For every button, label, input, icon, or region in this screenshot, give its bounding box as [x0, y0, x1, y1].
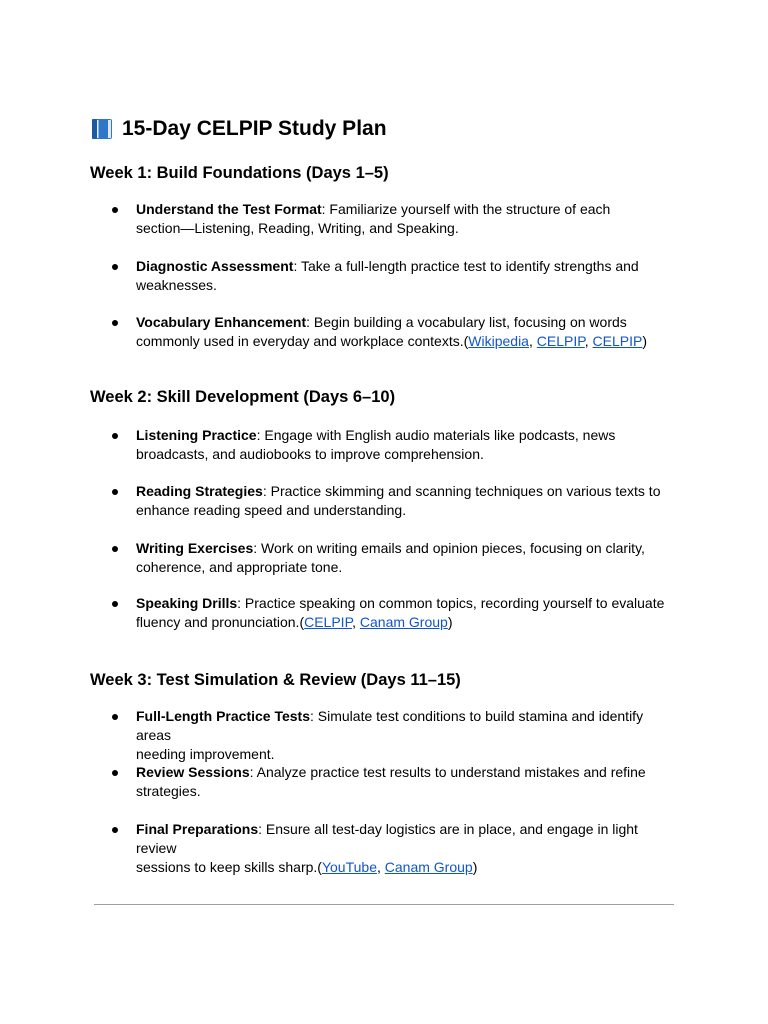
item-text: : Engage with English audio materials like podcasts, news	[256, 427, 616, 443]
item-text: : Practice skimming and scanning techniques on various texts to	[262, 483, 661, 499]
item-text: coherence, and appropriate tone.	[136, 559, 343, 575]
page-title	[90, 115, 387, 143]
item-text: : Work on writing emails and opinion pieces, focusing on clarity,	[253, 540, 645, 556]
item-text: : Ensure all test-day logistics are in place, and engage in light review	[136, 821, 638, 856]
horizontal-divider	[94, 904, 674, 905]
bullet-icon	[112, 714, 118, 720]
week-heading: Week 2: Skill Development (Days 6–10)	[90, 388, 396, 406]
item-text: section—Listening, Reading, Writing, and Speaking.	[136, 220, 459, 236]
week-heading: Week 1: Build Foundations (Days 1–5)	[90, 164, 389, 182]
item-term: Reading Strategies	[136, 483, 263, 499]
source-link[interactable]: CELPIP	[536, 333, 585, 349]
item-text: commonly used in everyday and workplace contexts.(	[136, 333, 469, 349]
list-item	[136, 539, 681, 577]
source-link[interactable]: YouTube	[321, 859, 377, 875]
week-heading: Week 3: Test Simulation & Review (Days 11–15)	[90, 671, 461, 689]
item-text: : Begin building a vocabulary list, focusing on words	[306, 314, 627, 330]
source-link[interactable]: Canam Group	[359, 614, 448, 630]
source-link[interactable]: CELPIP	[592, 333, 643, 349]
bullet-icon	[112, 433, 118, 439]
item-text: : Simulate test conditions to build stamina and identify areas	[136, 708, 644, 743]
source-link[interactable]: Wikipedia	[468, 333, 529, 349]
item-text: : Take a full-length practice test to identify strengths and	[293, 258, 639, 274]
item-term: Full-Length Practice Tests	[136, 708, 310, 724]
item-term: Understand the Test Format	[136, 201, 322, 217]
list-item	[136, 763, 681, 801]
list-item	[136, 707, 681, 764]
item-term: Vocabulary Enhancement	[136, 314, 307, 330]
list-item	[136, 257, 681, 295]
item-text: sessions to keep skills sharp.(	[136, 859, 322, 875]
bullet-icon	[112, 264, 118, 270]
item-term: Speaking Drills	[136, 595, 238, 611]
list-item: Vocabulary Enhancement: Begin building a vocabulary list, focusing on words commonly used in everyday and workplace contexts.(Wikipedia, CELPIP, CELPIP)	[136, 314, 648, 349]
item-text: broadcasts, and audiobooks to improve comprehension.	[136, 446, 484, 462]
item-text: needing improvement.	[136, 746, 275, 762]
bullet-icon	[112, 827, 118, 833]
page-title-text: 15-Day CELPIP Study Plan	[122, 117, 387, 140]
item-term: Listening Practice	[136, 427, 257, 443]
list-item	[136, 200, 681, 238]
item-term: Diagnostic Assessment	[136, 258, 294, 274]
item-text: weaknesses.	[136, 277, 217, 293]
item-term: Writing Exercises	[136, 540, 254, 556]
source-link[interactable]: CELPIP	[304, 614, 353, 630]
item-term: Review Sessions	[136, 764, 250, 780]
item-text: : Familiarize yourself with the structure of each	[321, 201, 611, 217]
bullet-icon	[112, 207, 118, 213]
bullet-icon	[112, 770, 118, 776]
item-term: Final Preparations	[136, 821, 259, 837]
list-item	[136, 426, 681, 464]
item-text: fluency and pronunciation.(	[136, 614, 305, 630]
list-item: Final Preparations: Ensure all test-day logistics are in place, and engage in light review sessions to keep skills sharp.(YouTube, Canam Group)	[136, 821, 638, 875]
blue-book-icon	[90, 117, 114, 141]
source-link[interactable]: Canam Group	[384, 859, 473, 875]
item-text: enhance reading speed and understanding.	[136, 502, 407, 518]
bullet-icon	[112, 489, 118, 495]
bullet-icon	[112, 601, 118, 607]
item-text: : Analyze practice test results to understand mistakes and refine	[249, 764, 646, 780]
list-item	[136, 482, 681, 520]
item-text: : Practice speaking on common topics, recording yourself to evaluate	[237, 595, 665, 611]
bullet-icon	[112, 320, 118, 326]
item-text: strategies.	[136, 783, 201, 799]
bullet-icon	[112, 546, 118, 552]
list-item: Speaking Drills: Practice speaking on common topics, recording yourself to evaluate fluency and pronunciation.(CELPIP, Canam Group)	[136, 595, 665, 630]
